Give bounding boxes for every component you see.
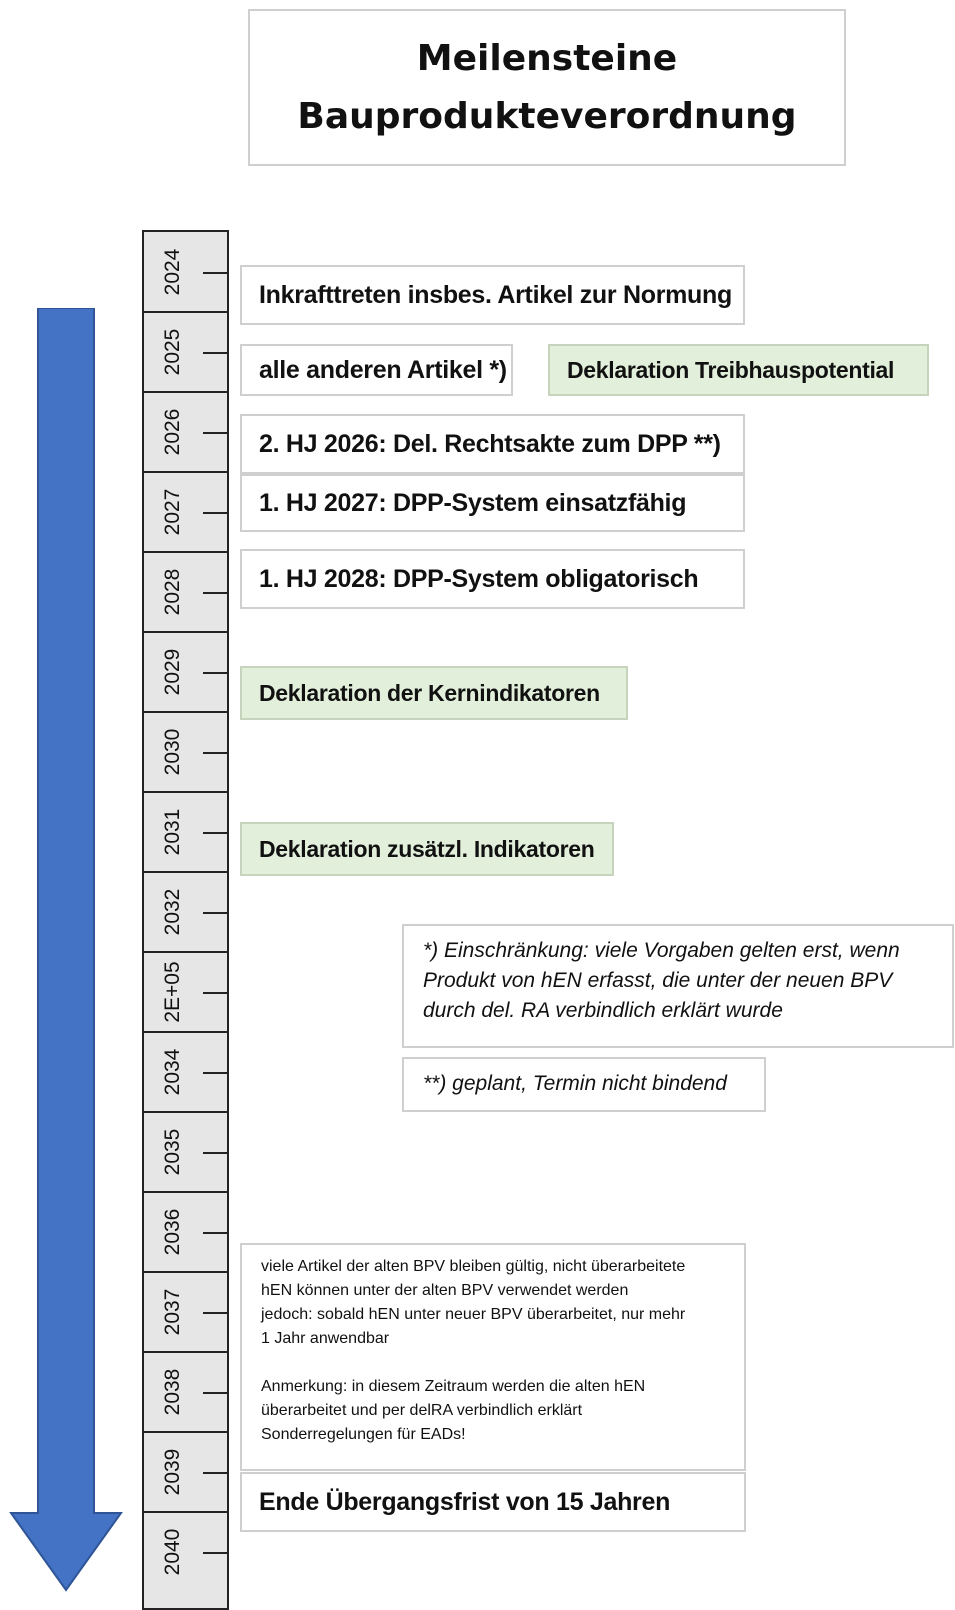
year-tick — [203, 832, 229, 834]
milestone-treibhauspotential-label: Deklaration Treibhauspotential — [567, 356, 895, 383]
year-tick — [203, 1152, 229, 1154]
year-label-text: 2027 — [161, 488, 184, 536]
year-label-text: 2031 — [161, 808, 184, 856]
year-tick — [203, 592, 229, 594]
year-divider — [144, 951, 229, 953]
milestone-dpp-einsatzfaehig-label: 1. HJ 2027: DPP-System einsatzfähig — [259, 488, 687, 517]
note-einschraenkung-line-1: *) Einschränkung: viele Vorgaben gelten erst, wenn — [423, 939, 900, 962]
year-divider — [144, 1031, 229, 1033]
note-einschraenkung-line-2: Produkt von hEN erfasst, die unter der neuen BPV — [423, 969, 893, 992]
year-divider — [144, 391, 229, 393]
note-einschraenkung-line-3: durch del. RA verbindlich erklärt wurde — [423, 999, 783, 1022]
year-label-text: 2E+05 — [161, 961, 184, 1023]
note-einschraenkung — [402, 924, 954, 1048]
year-tick — [203, 1312, 229, 1314]
milestone-inkrafttreten-label: Inkrafttreten insbes. Artikel zur Normung — [259, 280, 732, 309]
note-geplant — [402, 1057, 766, 1112]
milestone-del-rechtsakte-label: 2. HJ 2026: Del. Rechtsakte zum DPP **) — [259, 429, 721, 458]
milestone-kernindikatoren-label: Deklaration der Kernindikatoren — [259, 679, 600, 706]
year-label-text: 2039 — [161, 1448, 184, 1496]
year-label-text: 2032 — [161, 888, 184, 936]
milestone-andere-artikel-label: alle anderen Artikel *) — [259, 355, 507, 384]
year-divider — [144, 311, 229, 313]
year-label-text: 2035 — [161, 1128, 184, 1176]
year-tick — [203, 1392, 229, 1394]
milestone-inkrafttreten — [240, 265, 745, 325]
year-tick — [203, 752, 229, 754]
milestone-ende-uebergangsfrist-label: Ende Übergangsfrist von 15 Jahren — [259, 1487, 671, 1516]
year-divider — [144, 791, 229, 793]
year-tick — [203, 352, 229, 354]
title-line-2: Bauprodukteverordnung — [297, 95, 797, 137]
year-divider — [144, 551, 229, 553]
milestone-zusaetzl-indikatoren-label: Deklaration zusätzl. Indikatoren — [259, 835, 595, 862]
milestone-kernindikatoren — [240, 666, 628, 720]
year-tick — [203, 1072, 229, 1074]
milestone-del-rechtsakte — [240, 414, 745, 474]
milestone-ende-uebergangsfrist — [240, 1472, 746, 1532]
transition-info-box — [240, 1243, 746, 1471]
year-tick — [203, 272, 229, 274]
milestone-dpp-obligatorisch — [240, 549, 745, 609]
year-axis — [142, 230, 229, 1610]
year-label-text: 2026 — [161, 408, 184, 456]
transition-line-4: 1 Jahr anwendbar — [261, 1330, 390, 1347]
year-divider — [144, 1511, 229, 1513]
year-divider — [144, 471, 229, 473]
year-divider — [144, 711, 229, 713]
transition-line-5: Anmerkung: in diesem Zeitraum werden die alten hEN — [261, 1378, 646, 1395]
year-tick — [203, 432, 229, 434]
note-geplant-text: **) geplant, Termin nicht bindend — [423, 1072, 727, 1095]
year-label-text: 2028 — [161, 568, 184, 616]
year-tick — [203, 1472, 229, 1474]
transition-line-6: überarbeitet und per delRA verbindlich erklärt — [261, 1402, 583, 1419]
year-tick — [203, 912, 229, 914]
year-divider — [144, 1271, 229, 1273]
year-divider — [144, 1431, 229, 1433]
milestone-treibhauspotential — [548, 344, 929, 396]
milestone-dpp-einsatzfaehig — [240, 474, 745, 532]
year-divider — [144, 1191, 229, 1193]
year-label-text: 2040 — [161, 1528, 184, 1576]
year-label-text: 2024 — [161, 248, 184, 296]
year-divider — [144, 871, 229, 873]
year-tick — [203, 1552, 229, 1554]
year-label-text: 2029 — [161, 648, 184, 696]
year-divider — [144, 1351, 229, 1353]
year-tick — [203, 672, 229, 674]
year-divider — [144, 1111, 229, 1113]
page-title — [248, 9, 846, 166]
year-label-text: 2036 — [161, 1208, 184, 1256]
year-divider — [144, 631, 229, 633]
year-label-text: 2038 — [161, 1368, 184, 1416]
milestone-zusaetzl-indikatoren — [240, 822, 614, 876]
year-tick — [203, 1232, 229, 1234]
transition-line-2: hEN können unter der alten BPV verwendet werden — [261, 1282, 629, 1299]
transition-line-3: jedoch: sobald hEN unter neuer BPV überarbeitet, nur mehr — [261, 1306, 686, 1323]
year-tick — [203, 992, 229, 994]
milestone-andere-artikel — [240, 344, 513, 396]
year-tick — [203, 512, 229, 514]
transition-line-7: Sonderregelungen für EADs! — [261, 1426, 466, 1443]
title-line-1: Meilensteine — [416, 37, 678, 79]
year-label-text: 2025 — [161, 328, 184, 376]
year-label-text: 2034 — [161, 1048, 184, 1096]
timeline-arrow-icon — [8, 308, 126, 1598]
year-label-text: 2030 — [161, 728, 184, 776]
transition-line-1: viele Artikel der alten BPV bleiben gültig, nicht überarbeitete — [261, 1258, 686, 1275]
milestone-dpp-obligatorisch-label: 1. HJ 2028: DPP-System obligatorisch — [259, 564, 699, 593]
year-label-text: 2037 — [161, 1288, 184, 1336]
